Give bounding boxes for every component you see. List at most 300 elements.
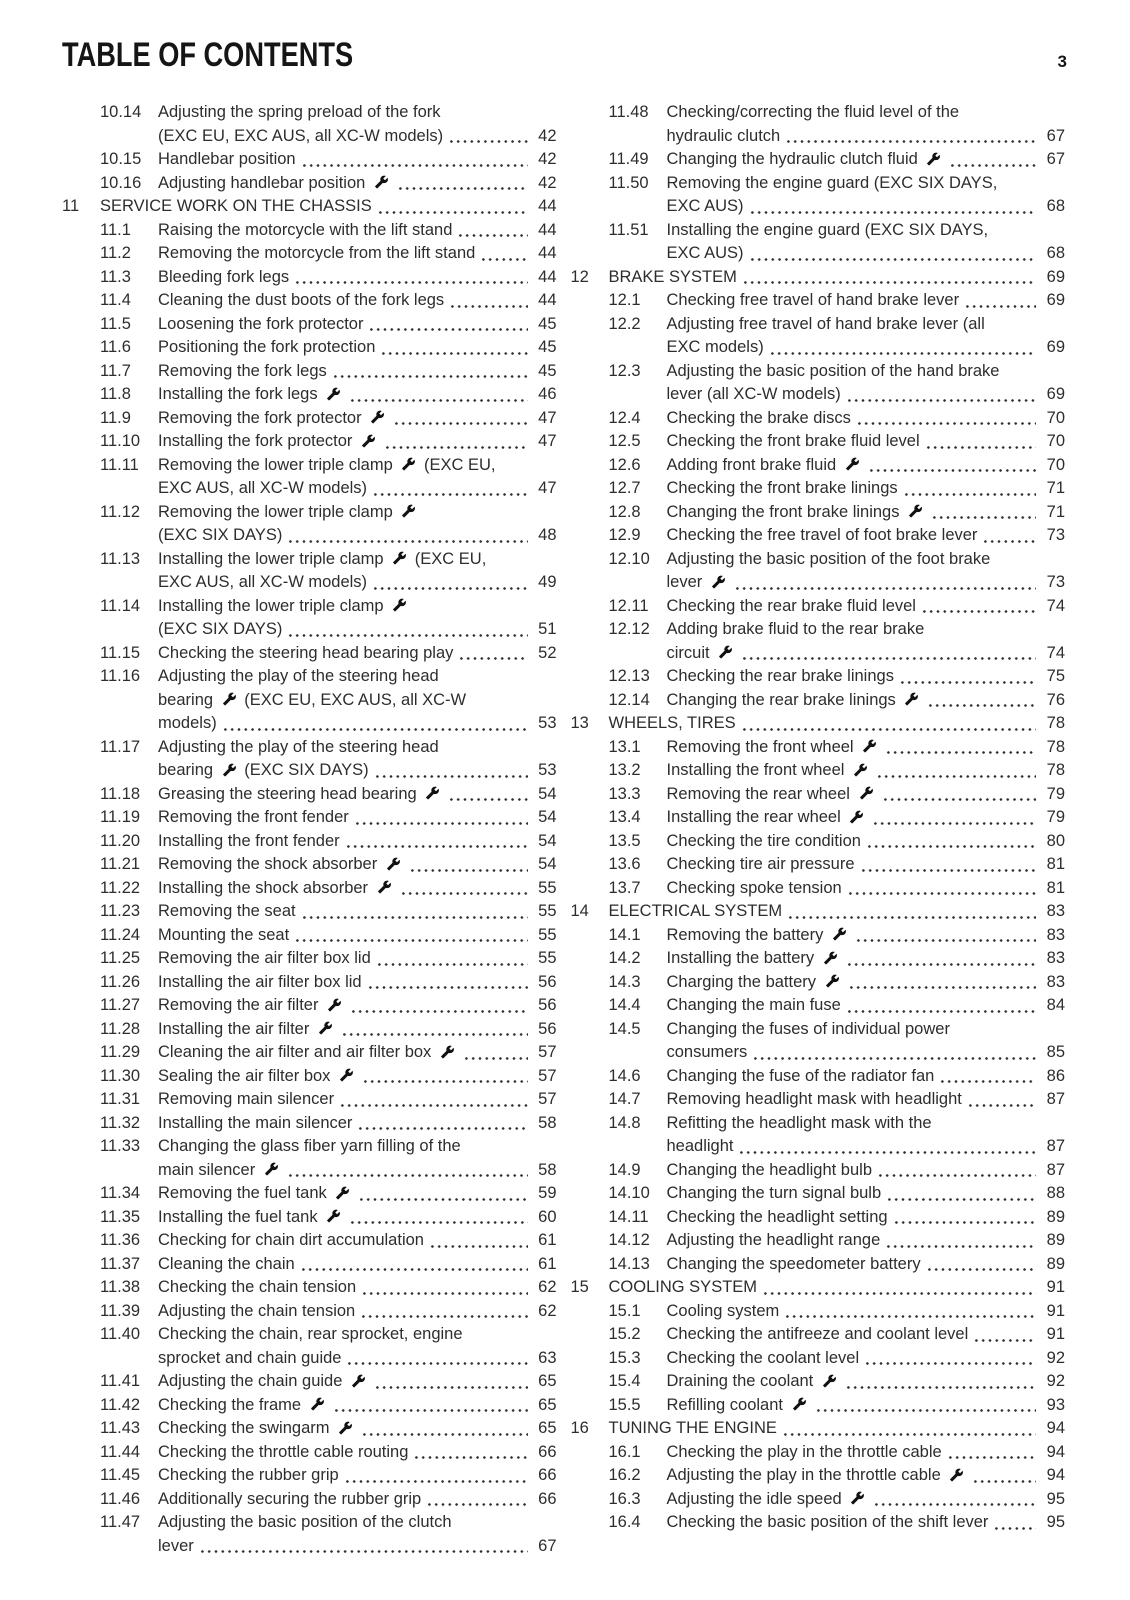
entry-line: [158, 1018, 557, 1042]
entry-line: [158, 242, 557, 266]
entry-title-block: [158, 1229, 557, 1253]
entry-title-text: Changing the speedometer battery: [666, 1254, 921, 1273]
toc-entry[interactable]: [62, 595, 557, 642]
entry-line: [667, 242, 1066, 266]
entry-line: [158, 548, 557, 572]
toc-entry[interactable]: [571, 477, 1066, 501]
entry-title-text: Adjusting the headlight range: [666, 1231, 881, 1249]
dotted-leader: [222, 712, 528, 736]
entry-number: 15.4: [608, 1372, 641, 1390]
toc-entry[interactable]: [62, 947, 557, 971]
toc-section-entry[interactable]: [571, 900, 1066, 924]
toc-entry[interactable]: [571, 172, 1066, 219]
entry-page-number: 44: [538, 244, 557, 262]
entry-page-number: 66: [538, 1442, 557, 1461]
entry-page-number: 55: [538, 925, 557, 944]
entry-page-number: 78: [1046, 714, 1065, 732]
entry-number: 14.7: [608, 1090, 641, 1108]
entry-line: [158, 407, 557, 431]
toc-entry[interactable]: [62, 242, 557, 266]
entry-title-text: Checking the headlight setting: [666, 1207, 888, 1226]
entry-page-number: 83: [1046, 902, 1065, 920]
entry-title-text: Installing the lower triple clamp: [158, 595, 410, 619]
toc-entry[interactable]: [62, 1511, 557, 1558]
dotted-leader: [360, 1300, 527, 1324]
dotted-leader: [376, 947, 528, 971]
toc-entry[interactable]: [571, 219, 1066, 266]
toc-entry[interactable]: [571, 1370, 1066, 1394]
entry-title-text: WHEELS, TIRES: [608, 714, 736, 732]
entry-title-text: Checking the front brake fluid level: [666, 432, 920, 450]
dotted-leader: [199, 1535, 528, 1559]
dotted-leader: [393, 407, 527, 431]
entry-page-number: 89: [1046, 1207, 1065, 1226]
entry-page-number: 78: [1046, 737, 1065, 756]
toc-entry[interactable]: [571, 524, 1066, 548]
entry-page-number: 80: [1046, 831, 1065, 850]
entry-title-text: Changing the fuses of individual power: [666, 1019, 950, 1038]
toc-entry[interactable]: [571, 947, 1066, 971]
toc-entry[interactable]: [571, 783, 1066, 807]
entry-title-block: [667, 1488, 1066, 1512]
toc-entry[interactable]: [571, 1206, 1066, 1230]
toc-entry[interactable]: [571, 1159, 1066, 1183]
toc-entry[interactable]: [62, 1088, 557, 1112]
entry-number: 11.14: [100, 596, 141, 615]
toc-section-entry[interactable]: [571, 266, 1066, 290]
entry-page-number: 83: [1046, 972, 1065, 991]
wrench-icon: [425, 786, 440, 800]
entry-line: [158, 430, 557, 454]
entry-title-text: Adjusting the idle speed: [667, 1488, 869, 1512]
entry-number: 11.28: [100, 1019, 141, 1038]
entry-line: [158, 336, 557, 360]
entry-title-block: [667, 1323, 1066, 1347]
toc-entry[interactable]: [571, 360, 1066, 407]
entry-title-text: Installing the fuel tank: [158, 1206, 344, 1230]
entry-number: 14.1: [608, 925, 641, 944]
entry-number: 15.2: [608, 1325, 641, 1343]
entry-page-number: 58: [538, 1113, 557, 1132]
toc-entry[interactable]: [571, 924, 1066, 948]
toc-entry[interactable]: [62, 219, 557, 243]
entry-line: [158, 994, 557, 1018]
entry-page-number: 66: [538, 1489, 557, 1508]
dotted-leader: [848, 971, 1036, 995]
dotted-leader: [413, 1441, 527, 1465]
entry-title-text: (EXC EU, EXC AUS, all XC-W models): [158, 126, 444, 145]
section-number: [571, 924, 609, 948]
entry-title-block: [667, 783, 1066, 807]
dotted-leader: [882, 783, 1036, 807]
toc-entry[interactable]: [62, 101, 557, 148]
section-number: [571, 1441, 609, 1465]
entry-number: 11.6: [100, 338, 131, 356]
entry-number: 11.25: [100, 949, 141, 967]
toc-entry[interactable]: [62, 1229, 557, 1253]
toc-entry[interactable]: [62, 1300, 557, 1324]
entry-title-text: Cleaning the dust boots of the fork legs: [158, 291, 445, 309]
toc-entry[interactable]: [62, 454, 557, 501]
entry-number: 14.13: [608, 1254, 650, 1273]
toc-entry[interactable]: [62, 336, 557, 360]
toc-entry[interactable]: [571, 454, 1066, 478]
entry-title-block: [158, 1206, 557, 1230]
dotted-leader: [344, 1464, 528, 1488]
entry-page-number: 73: [1046, 526, 1065, 544]
entry-title-block: [158, 336, 557, 360]
entry-line: [158, 1300, 557, 1324]
toc-entry[interactable]: [62, 548, 557, 595]
entry-title-block: [158, 289, 557, 313]
wrench-icon: [310, 1397, 325, 1411]
section-number: [571, 1253, 609, 1277]
toc-entry[interactable]: [571, 1088, 1066, 1112]
dotted-leader: [967, 1088, 1036, 1112]
toc-entry[interactable]: [571, 853, 1066, 877]
toc-entry[interactable]: [571, 971, 1066, 995]
entry-page-number: 89: [1046, 1254, 1065, 1273]
entry-title-block: [158, 407, 557, 431]
entry-number: 11.36: [100, 1231, 141, 1249]
toc-entry[interactable]: [571, 830, 1066, 854]
toc-section-entry[interactable]: [571, 1417, 1066, 1441]
entry-page-number: 44: [538, 220, 557, 239]
entry-line: [100, 195, 557, 219]
entry-title-text: Changing the fuse of the radiator fan: [666, 1066, 935, 1085]
toc-entry[interactable]: [571, 1464, 1066, 1488]
entry-title-text: Checking the brake discs: [666, 408, 851, 427]
entry-title-text: Removing the front fender: [158, 808, 349, 826]
toc-entry[interactable]: [62, 1441, 557, 1465]
entry-number: 11.44: [100, 1442, 141, 1461]
toc-entry[interactable]: [62, 360, 557, 384]
entry-page-number: 91: [1046, 1301, 1065, 1320]
entry-page-number: 81: [1046, 855, 1065, 873]
entry-number: 14.12: [608, 1231, 650, 1249]
dotted-leader: [931, 501, 1036, 525]
wrench-icon: [904, 692, 919, 706]
dotted-leader: [926, 1253, 1036, 1277]
section-number: [571, 1088, 609, 1112]
entry-line: [667, 689, 1066, 713]
toc-entry[interactable]: [62, 783, 557, 807]
toc-entry[interactable]: [571, 1488, 1066, 1512]
toc-entry[interactable]: [62, 1135, 557, 1182]
entry-line: [667, 1300, 1066, 1324]
toc-entry[interactable]: [62, 1323, 557, 1370]
toc-entry[interactable]: [62, 430, 557, 454]
entry-number: 10.16: [100, 173, 142, 192]
entry-title-text: EXC AUS): [666, 244, 744, 262]
toc-entry[interactable]: [62, 148, 557, 172]
toc-entry[interactable]: [571, 1229, 1066, 1253]
toc-entry[interactable]: [62, 1370, 557, 1394]
section-number: [62, 994, 100, 1018]
entry-number: 11.46: [100, 1489, 141, 1508]
toc-entry[interactable]: [571, 736, 1066, 760]
entry-title-text: Installing the shock absorber: [158, 877, 395, 901]
entry-number: 12.4: [608, 408, 641, 427]
toc-section-entry[interactable]: [62, 195, 557, 219]
entry-page-number: 48: [538, 526, 557, 544]
toc-entry[interactable]: [571, 1065, 1066, 1089]
entry-page-number: 57: [538, 1043, 557, 1061]
entry-line: [158, 1088, 557, 1112]
entry-title-text: hydraulic clutch: [666, 126, 781, 145]
dotted-leader: [973, 1323, 1036, 1347]
entry-title-block: [158, 1182, 557, 1206]
dotted-leader: [448, 125, 527, 149]
toc-entry[interactable]: [571, 1394, 1066, 1418]
toc-entry[interactable]: [62, 1417, 557, 1441]
entry-number: 11.17: [100, 737, 141, 756]
toc-entry[interactable]: [571, 595, 1066, 619]
entry-line: [667, 548, 1066, 572]
section-number: [571, 172, 609, 219]
toc-entry[interactable]: [62, 1488, 557, 1512]
section-number: [62, 1441, 100, 1465]
toc-entry[interactable]: [62, 172, 557, 196]
toc-entry[interactable]: [62, 877, 557, 901]
toc-entry[interactable]: [62, 1182, 557, 1206]
folio-page-number: 3: [1057, 52, 1067, 71]
section-number: [571, 477, 609, 501]
toc-entry[interactable]: [571, 1441, 1066, 1465]
section-number: [62, 172, 100, 196]
entry-title-text: Removing the fuel tank: [158, 1182, 353, 1206]
entry-title-block: [667, 1112, 1066, 1159]
entry-line: [667, 524, 1066, 548]
entry-title-block: [158, 219, 557, 243]
entry-line: [158, 266, 557, 290]
entry-line: [158, 1276, 557, 1300]
entry-title-block: [667, 430, 1066, 454]
entry-line: [667, 924, 1066, 948]
entry-number: 14.5: [608, 1019, 641, 1038]
toc-entry[interactable]: [62, 1041, 557, 1065]
entry-title-text: Checking the throttle cable routing: [158, 1442, 409, 1461]
toc-entry[interactable]: [62, 806, 557, 830]
entry-page-number: 55: [538, 878, 557, 897]
entry-title-block: [667, 994, 1066, 1018]
toc-entry[interactable]: [62, 1112, 557, 1136]
toc-entry[interactable]: [62, 1276, 557, 1300]
wrench-icon: [370, 410, 385, 424]
toc-entry[interactable]: [62, 924, 557, 948]
entry-title-block: [667, 148, 1066, 172]
toc-entry[interactable]: [571, 1018, 1066, 1065]
entry-number: 11.19: [100, 808, 141, 826]
entry-page-number: 79: [1046, 808, 1065, 826]
entry-line: [667, 1088, 1066, 1112]
toc-entry[interactable]: [571, 618, 1066, 665]
entry-page-number: 62: [538, 1278, 557, 1296]
toc-entry[interactable]: [62, 1253, 557, 1277]
entry-title-text: Removing main silencer: [158, 1090, 335, 1108]
toc-entry[interactable]: [571, 1182, 1066, 1206]
entry-title-text: Installing the rear wheel: [667, 806, 868, 830]
entry-title-text: lever (all XC-W models): [666, 385, 841, 403]
toc-entry[interactable]: [571, 994, 1066, 1018]
entry-title-text: Checking the rubber grip: [158, 1466, 339, 1484]
entry-title-block: [158, 1370, 557, 1394]
section-number: [571, 501, 609, 525]
entry-title-block: [158, 1065, 557, 1089]
section-number: [571, 1394, 609, 1418]
toc-entry[interactable]: [62, 383, 557, 407]
toc-entry[interactable]: [571, 806, 1066, 830]
dotted-leader: [864, 1347, 1036, 1371]
entry-title-text: Raising the motorcycle with the lift stand: [158, 220, 453, 239]
toc-entry[interactable]: [62, 289, 557, 313]
toc-entry[interactable]: [62, 971, 557, 995]
entry-title-block: [158, 853, 557, 877]
entry-title-text: Checking spoke tension: [666, 878, 842, 897]
toc-entry[interactable]: [62, 853, 557, 877]
section-number: [571, 618, 609, 665]
entry-page-number: 44: [538, 197, 557, 215]
toc-entry[interactable]: [62, 1206, 557, 1230]
entry-title-text: ELECTRICAL SYSTEM: [608, 902, 783, 920]
dotted-leader: [785, 125, 1036, 149]
entry-number: 12.10: [608, 549, 650, 568]
toc-entry[interactable]: [62, 1394, 557, 1418]
entry-title-text: BRAKE SYSTEM: [608, 267, 737, 286]
toc-entry[interactable]: [571, 665, 1066, 689]
toc-entry[interactable]: [62, 313, 557, 337]
entry-page-number: 70: [1046, 455, 1065, 474]
entry-line: [158, 712, 557, 736]
entry-line: [667, 994, 1066, 1018]
toc-entry[interactable]: [62, 501, 557, 548]
entry-title-text: Removing the engine guard (EXC SIX DAYS,: [666, 173, 998, 192]
entry-line: [667, 313, 1066, 337]
section-number: [571, 994, 609, 1018]
entry-page-number: 44: [538, 291, 557, 309]
section-number: [571, 1464, 609, 1488]
toc-entry[interactable]: [62, 266, 557, 290]
toc-entry[interactable]: [62, 1065, 557, 1089]
dotted-leader: [899, 665, 1036, 689]
entry-page-number: 84: [1046, 996, 1065, 1014]
entry-title-block: [609, 1417, 1066, 1441]
toc-entry[interactable]: [62, 900, 557, 924]
toc-columns: [0, 101, 1130, 1558]
entry-page-number: 94: [1046, 1466, 1065, 1484]
toc-entry[interactable]: [62, 1018, 557, 1042]
entry-line: [667, 1394, 1066, 1418]
entry-line: [667, 148, 1066, 172]
entry-title-text: Removing the seat: [158, 902, 296, 920]
toc-entry[interactable]: [62, 665, 557, 736]
dotted-leader: [782, 1417, 1036, 1441]
toc-entry[interactable]: [571, 877, 1066, 901]
toc-entry[interactable]: [571, 148, 1066, 172]
toc-entry[interactable]: [571, 289, 1066, 313]
entry-title-text: Adding brake fluid to the rear brake: [666, 620, 925, 638]
toc-entry[interactable]: [571, 407, 1066, 431]
entry-number: 11.12: [100, 502, 141, 521]
section-number: [62, 1088, 100, 1112]
entry-number: 11.20: [100, 831, 141, 850]
toc-section-entry[interactable]: [571, 1276, 1066, 1300]
toc-entry[interactable]: [571, 501, 1066, 525]
toc-entry[interactable]: [62, 994, 557, 1018]
entry-number: 14.3: [608, 972, 641, 991]
toc-entry[interactable]: [571, 1511, 1066, 1535]
dotted-leader: [847, 877, 1036, 901]
entry-page-number: 54: [538, 784, 557, 803]
toc-entry[interactable]: [571, 1323, 1066, 1347]
toc-entry[interactable]: [571, 548, 1066, 595]
entry-title-block: [158, 148, 557, 172]
entry-line: [667, 477, 1066, 501]
toc-entry[interactable]: [571, 313, 1066, 360]
section-number: [62, 1253, 100, 1277]
entry-title-block: [158, 1488, 557, 1512]
toc-entry[interactable]: [62, 736, 557, 783]
entry-number: 13.3: [608, 784, 641, 803]
dotted-leader: [741, 712, 1036, 736]
section-number: [62, 1323, 100, 1370]
section-number: [62, 1276, 100, 1300]
wrench-icon: [264, 1162, 279, 1176]
entry-title-block: [667, 689, 1066, 713]
toc-section-entry[interactable]: [571, 712, 1066, 736]
entry-number: 13.7: [608, 878, 641, 897]
entry-title-text: Adding front brake fluid: [667, 454, 863, 478]
toc-entry[interactable]: [62, 407, 557, 431]
entry-title-text: Positioning the fork protection: [158, 338, 376, 356]
entry-line: [158, 1535, 557, 1559]
dotted-leader: [349, 1206, 527, 1230]
toc-entry[interactable]: [62, 642, 557, 666]
entry-page-number: 66: [538, 1466, 557, 1484]
dotted-leader: [333, 1394, 528, 1418]
toc-entry[interactable]: [571, 1253, 1066, 1277]
toc-entry[interactable]: [62, 1464, 557, 1488]
section-number: [62, 1488, 100, 1512]
toc-entry[interactable]: [571, 1112, 1066, 1159]
toc-entry[interactable]: [571, 430, 1066, 454]
toc-entry[interactable]: [571, 1300, 1066, 1324]
entry-number: 11.40: [100, 1325, 141, 1343]
entry-line: [667, 1253, 1066, 1277]
entry-title-text: (EXC SIX DAYS): [158, 620, 283, 638]
toc-entry[interactable]: [62, 830, 557, 854]
section-number: [571, 360, 609, 407]
entry-page-number: 57: [538, 1090, 557, 1108]
entry-line: [158, 947, 557, 971]
toc-entry[interactable]: [571, 1347, 1066, 1371]
entry-number: 11.35: [100, 1207, 141, 1226]
entry-page-number: 65: [538, 1419, 557, 1437]
entry-title-text: Refilling coolant: [667, 1394, 810, 1418]
entry-title-block: [667, 971, 1066, 995]
entry-line: [667, 665, 1066, 689]
toc-entry[interactable]: [571, 689, 1066, 713]
entry-number: 14.4: [608, 996, 641, 1014]
entry-line: [609, 266, 1066, 290]
entry-title-text: Checking the chain tension: [158, 1278, 357, 1296]
entry-title-text: Checking the basic position of the shift lever: [666, 1513, 989, 1531]
entry-page-number: 73: [1046, 573, 1065, 591]
toc-entry[interactable]: [571, 759, 1066, 783]
entry-title-block: [158, 501, 557, 548]
toc-entry[interactable]: [571, 101, 1066, 148]
entry-page-number: 53: [538, 714, 557, 732]
